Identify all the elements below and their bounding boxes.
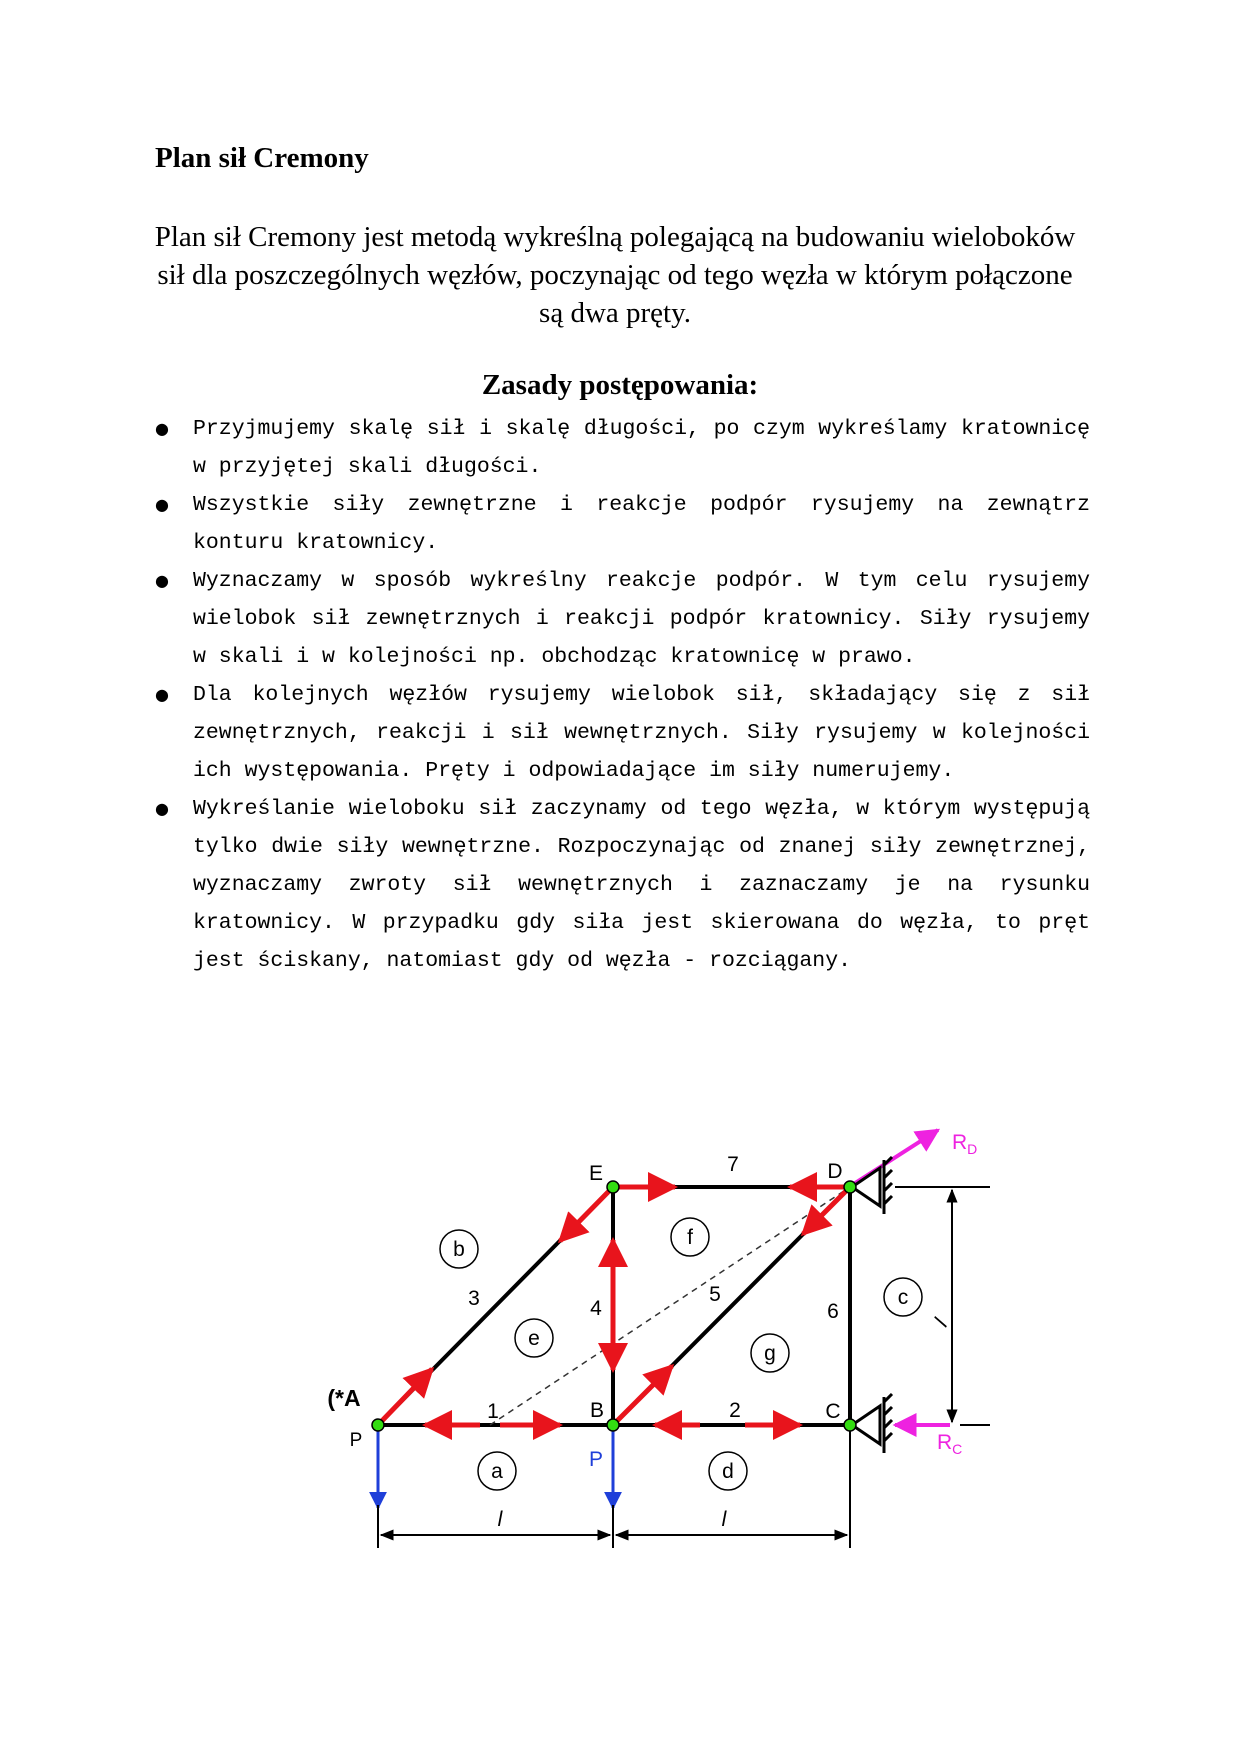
rule-text: Wykreślanie wieloboku sił zaczynamy od tego węzła, w którym występują tylko dwie siły wewnętrzne. Rozpoczynając od znanej siły zewnętrznej, wyznaczamy zwroty sił wewnętrznych i zaznaczamy je na rysunku kratownicy. W przypadku gdy siła jest skierowana do węzła, to pręt jest ściskany, natomiast gdy od węzła - rozciągany. xyxy=(193,797,1090,973)
field-label-f: f xyxy=(687,1226,693,1249)
bullet-icon: ● xyxy=(155,495,169,514)
reaction-label-d xyxy=(952,1131,977,1157)
ritter-section-line xyxy=(490,1187,850,1425)
force-arrow-e3 xyxy=(560,1187,613,1241)
node-d xyxy=(844,1181,856,1193)
dimension-label-l2: l xyxy=(721,1508,727,1531)
load-label-b: P xyxy=(588,1448,604,1471)
node-label-a: (*A xyxy=(327,1385,361,1411)
node-b xyxy=(607,1419,619,1431)
node-label-c: C xyxy=(825,1400,841,1423)
dimension-label-l1: l xyxy=(497,1508,503,1531)
force-arrow-d5 xyxy=(803,1187,850,1234)
bullet-icon: ● xyxy=(155,799,169,818)
member-label-6: 6 xyxy=(827,1300,839,1323)
member-label-4: 4 xyxy=(590,1297,602,1320)
member-label-2: 2 xyxy=(729,1399,741,1422)
field-label-c: c xyxy=(897,1286,909,1309)
rule-text: Przyjmujemy skalę sił i skalę długości, po czym wykreślamy kratownicę w przyjętej skali długości. xyxy=(193,417,1090,479)
member-label-5: 5 xyxy=(709,1283,721,1306)
member-label-1: 1 xyxy=(487,1400,499,1423)
field-label-g: g xyxy=(764,1342,776,1365)
field-label-d: d xyxy=(722,1460,734,1483)
rule-text: Dla kolejnych węzłów rysujemy wielobok sił, składający się z sił zewnętrznych, reakcji i sił wewnętrznych. Siły rysujemy w kolejności ich występowania. Pręty i odpowiadające im siły numerujemy. xyxy=(193,683,1090,783)
reaction-label-c xyxy=(937,1431,962,1457)
node-label-d: D xyxy=(827,1160,843,1183)
dimension-label-l-vertical: l xyxy=(930,1314,953,1331)
support-c-icon xyxy=(852,1394,892,1453)
reaction-label-d-sub: D xyxy=(967,1141,978,1157)
bullet-icon: ● xyxy=(155,419,169,438)
node-label-e: E xyxy=(588,1162,604,1185)
page-title: Plan sił Cremony xyxy=(155,142,369,174)
section-subtitle: Zasady postępowania: xyxy=(481,369,759,401)
reaction-label-c-sub: C xyxy=(952,1441,963,1457)
load-label-a: P xyxy=(349,1430,363,1451)
member-label-3: 3 xyxy=(468,1287,480,1310)
force-arrow-a3 xyxy=(378,1369,432,1425)
field-label-e: e xyxy=(528,1327,540,1350)
bullet-icon: ● xyxy=(155,571,169,590)
bullet-icon: ● xyxy=(155,685,169,704)
rule-text: Wyznaczamy w sposób wykreślny reakcje podpór. W tym celu rysujemy wielobok sił zewnętrznych i reakcji podpór kratownicy. Siły rysujemy w skali i w kolejności np. obchodząc kratownicę w prawo. xyxy=(193,569,1090,669)
node-e xyxy=(607,1181,619,1193)
rule-text: Wszystkie siły zewnętrzne i reakcje podpór rysujemy na zewnątrz konturu kratownicy. xyxy=(193,493,1090,555)
member-label-7: 7 xyxy=(727,1153,739,1176)
node-label-b: B xyxy=(589,1399,605,1422)
reaction-label-d-main: R xyxy=(952,1131,968,1154)
reaction-label-c-main: R xyxy=(937,1431,953,1454)
node-c xyxy=(844,1419,856,1431)
field-label-a: a xyxy=(491,1460,503,1483)
force-arrow-b5 xyxy=(613,1366,672,1425)
intro-paragraph: Plan sił Cremony jest metodą wykreślną polegającą na budowaniu wieloboków sił dla poszczególnych węzłów, poczynając od tego węzła w którym połączone są dwa pręty. xyxy=(154,221,1076,329)
node-a xyxy=(372,1419,384,1431)
field-label-b: b xyxy=(453,1238,465,1261)
